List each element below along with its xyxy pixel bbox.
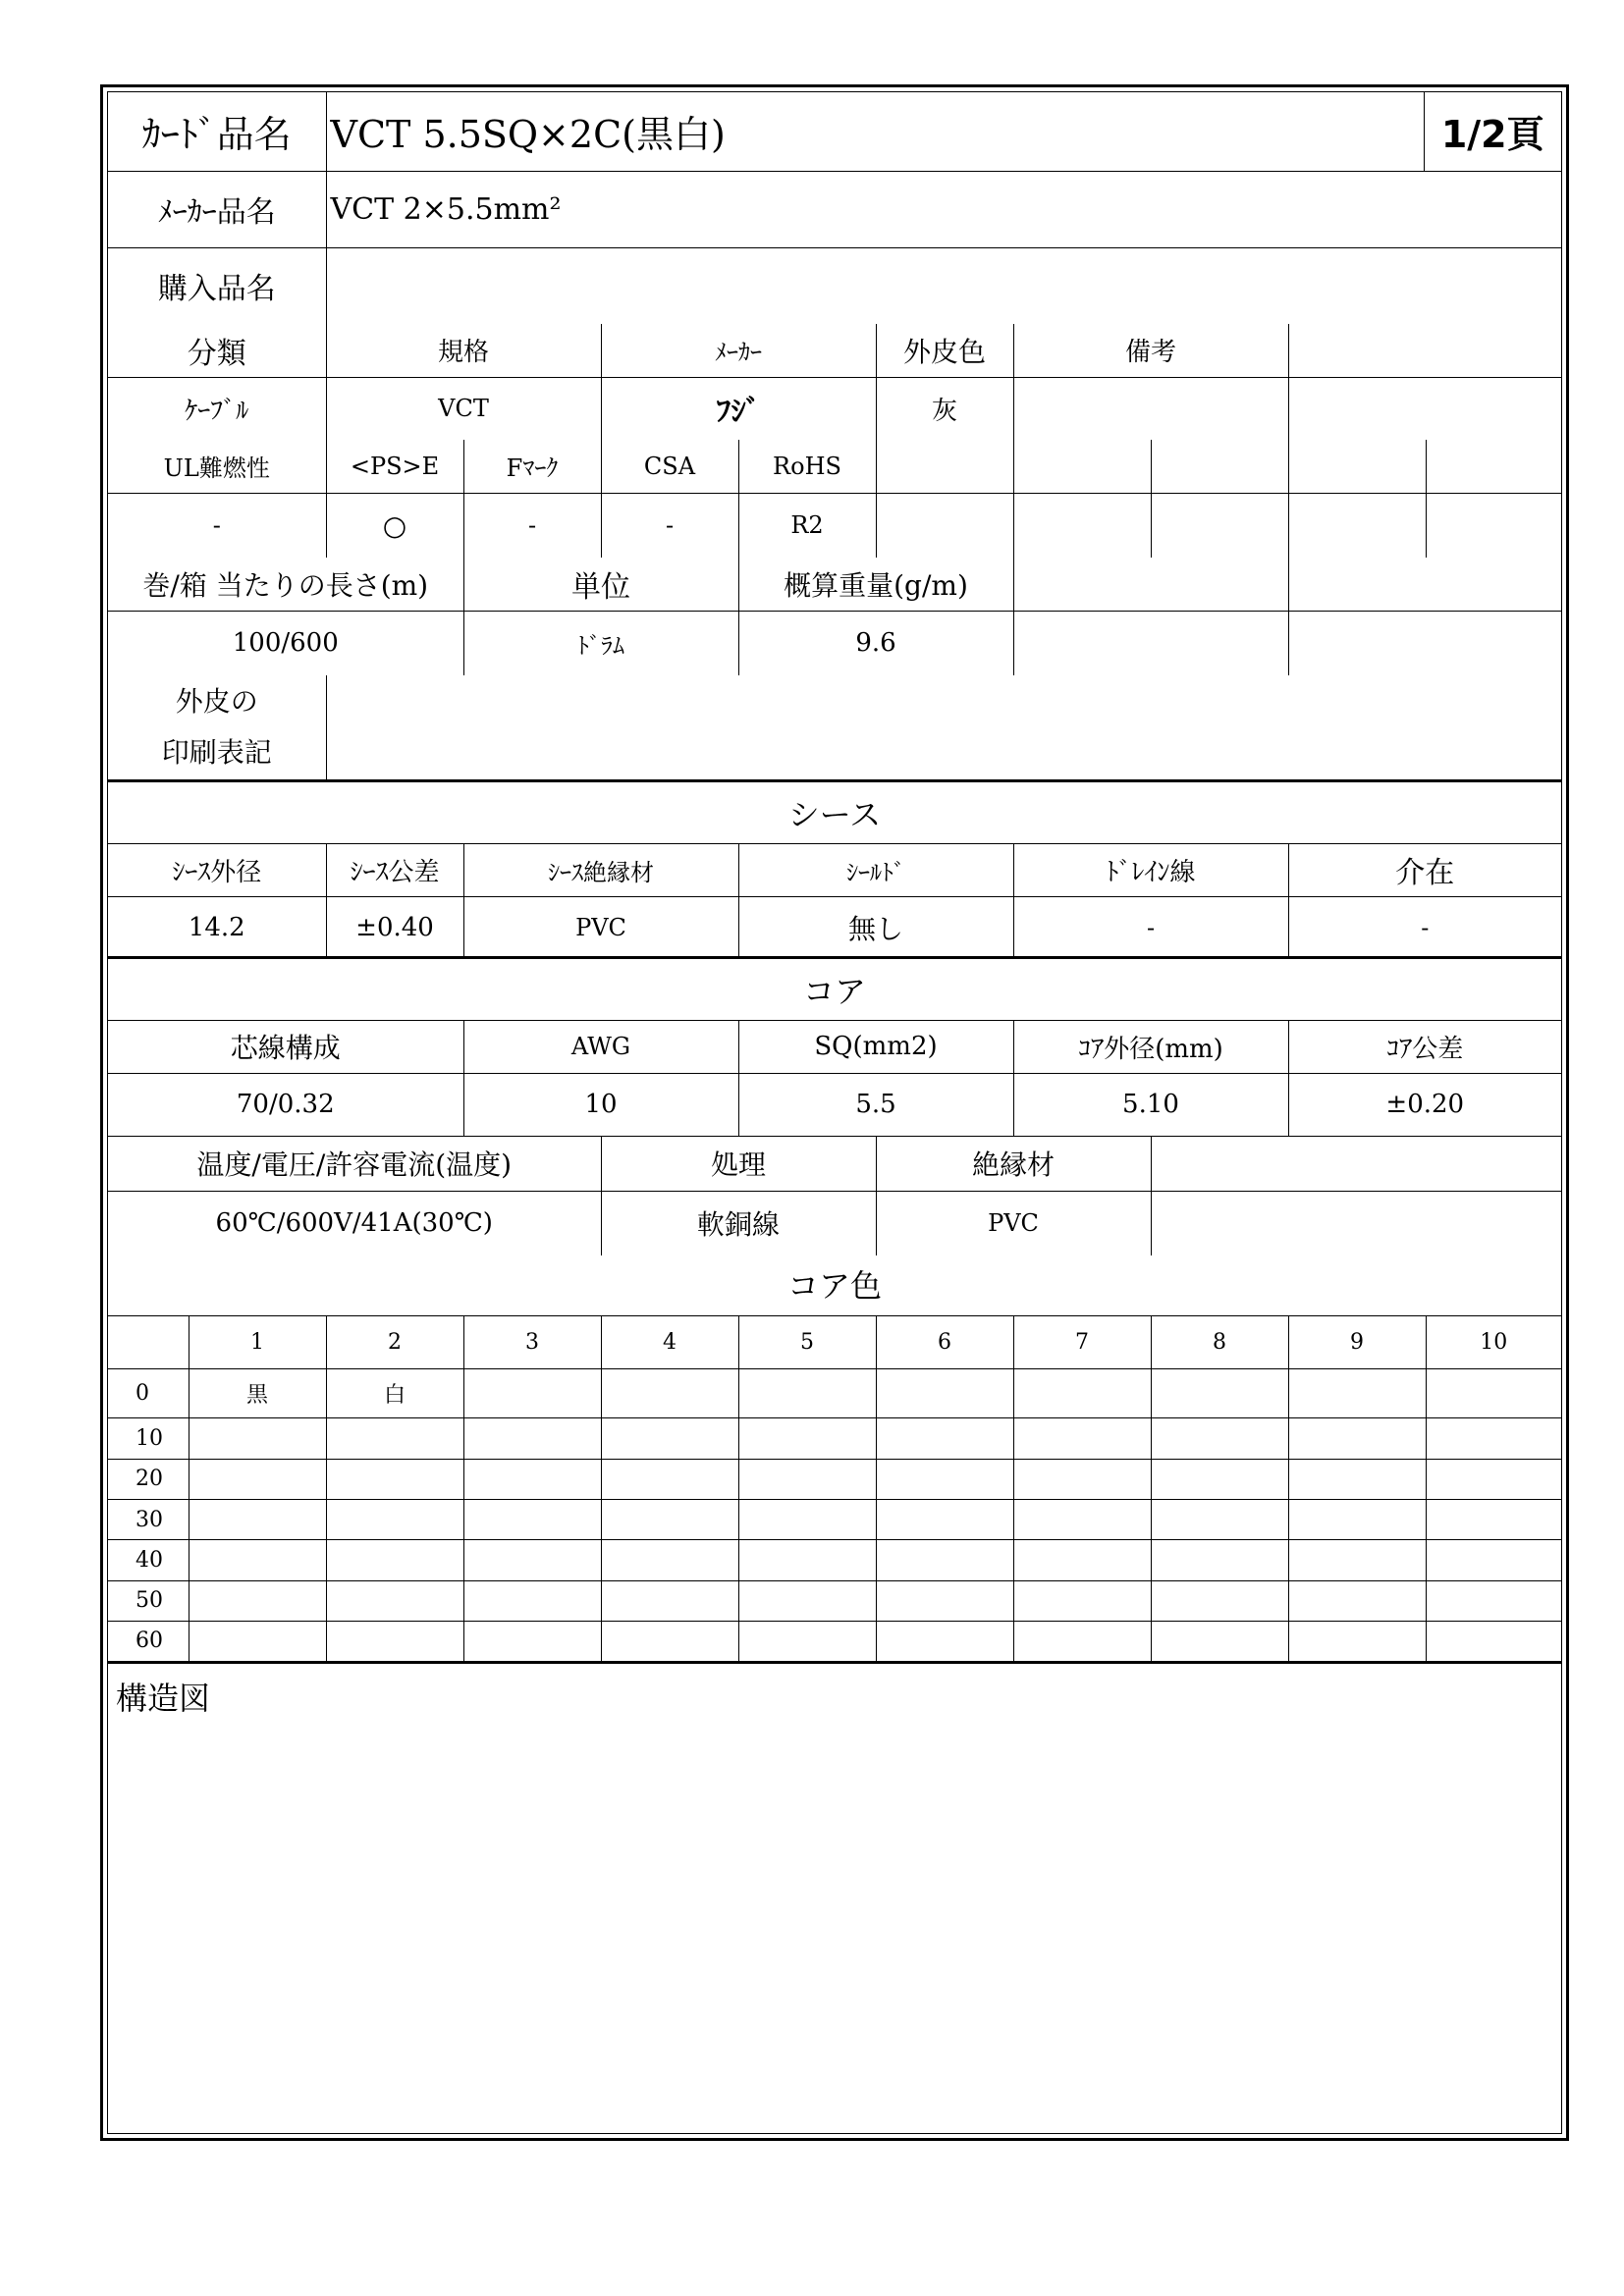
header-section (108, 92, 1561, 324)
core-color-cell (326, 1418, 463, 1459)
core-color-cell (1288, 1459, 1426, 1499)
core-color-cell (876, 1621, 1013, 1661)
awg-value: 10 (463, 1073, 738, 1136)
core-color-cell (1288, 1499, 1426, 1539)
ul-flame-header: UL難燃性 (108, 440, 326, 493)
core-color-cell (1426, 1540, 1561, 1580)
core-od-value: 5.10 (1013, 1073, 1288, 1136)
core-color-col-header: 2 (326, 1315, 463, 1368)
core-color-cell (1013, 1580, 1151, 1621)
core-color-row (108, 1580, 1561, 1621)
core-color-cell (189, 1621, 326, 1661)
cert-blank-header (1288, 440, 1426, 493)
core-section (108, 956, 1561, 1255)
core-color-cell (463, 1621, 601, 1661)
ul-flame-value: - (108, 493, 326, 558)
core-color-cell (1426, 1418, 1561, 1459)
core-blank-header (1151, 1136, 1561, 1191)
class-header: 分類 (108, 324, 326, 377)
core-color-cell (326, 1540, 463, 1580)
sheath-insulation-value: PVC (463, 896, 738, 959)
core-color-cell (876, 1459, 1013, 1499)
sheath-tolerance-value: ±0.40 (326, 896, 463, 959)
core-color-col-header: 8 (1151, 1315, 1288, 1368)
core-od-header: ｺｱ外径(mm) (1013, 1020, 1288, 1073)
core-color-row-label: 10 (108, 1418, 189, 1459)
cert-blank-value (1013, 493, 1151, 558)
core-color-cell (463, 1368, 601, 1418)
card-name-value: VCT 5.5SQ×2C(黒白) (326, 92, 1424, 171)
unit-header: 単位 (463, 558, 738, 611)
core-color-cell (738, 1621, 876, 1661)
insulation-value: PVC (876, 1191, 1151, 1255)
length-blank-value (1288, 611, 1561, 675)
strand-value: 70/0.32 (108, 1073, 463, 1136)
core-color-row-label: 20 (108, 1459, 189, 1499)
length-section (108, 558, 1561, 675)
core-color-col-header: 9 (1288, 1315, 1426, 1368)
weight-value: 9.6 (738, 611, 1013, 675)
purchase-name-value (326, 247, 1561, 324)
shield-value: 無し (738, 896, 1013, 959)
f-mark-header: Fﾏｰｸ (463, 440, 601, 493)
f-mark-value: - (463, 493, 601, 558)
remarks-value (1013, 377, 1288, 440)
print-label-line1: 外皮の (175, 685, 258, 718)
core-color-cell (189, 1580, 326, 1621)
core-color-cell (738, 1368, 876, 1418)
strand-header: 芯線構成 (108, 1020, 463, 1073)
core-color-cell (1288, 1621, 1426, 1661)
core-color-cell (189, 1499, 326, 1539)
core-color-cell: 黒 (189, 1368, 326, 1418)
sheath-tolerance-header: ｼｰｽ公差 (326, 843, 463, 896)
core-color-row-label: 30 (108, 1499, 189, 1539)
print-label-line2: 印刷表記 (161, 736, 272, 769)
core-color-cell (1426, 1621, 1561, 1661)
filler-value: - (1288, 896, 1561, 959)
core-color-row (108, 1418, 1561, 1459)
core-color-corner (108, 1315, 189, 1368)
structure-drawing-area (108, 1661, 1561, 2133)
length-value: 100/600 (108, 611, 463, 675)
core-color-cell (1426, 1499, 1561, 1539)
core-color-cell (463, 1459, 601, 1499)
shield-header: ｼｰﾙﾄﾞ (738, 843, 1013, 896)
core-color-row-label: 40 (108, 1540, 189, 1580)
sheath-color-header: 外皮色 (876, 324, 1013, 377)
core-color-cell (1151, 1499, 1288, 1539)
cert-blank-value (876, 493, 1013, 558)
remarks-header: 備考 (1013, 324, 1288, 377)
core-color-col-header: 7 (1013, 1315, 1151, 1368)
core-color-cell (463, 1580, 601, 1621)
maker-header: ﾒｰｶｰ (601, 324, 876, 377)
core-color-cell (1151, 1540, 1288, 1580)
core-color-cell (463, 1418, 601, 1459)
sq-header: SQ(mm2) (738, 1020, 1013, 1073)
maker-name-value: VCT 2×5.5mm² (326, 171, 1561, 247)
core-color-row (108, 1499, 1561, 1539)
purchase-name-label: 購入品名 (108, 247, 326, 324)
core-color-cell (876, 1499, 1013, 1539)
unit-value: ﾄﾞﾗﾑ (463, 611, 738, 675)
core-color-cell (189, 1418, 326, 1459)
structure-label: 構造図 (116, 1680, 211, 1717)
print-label (108, 675, 326, 779)
maker-value: ﾌｼﾞ (601, 377, 876, 440)
cert-blank-value (1151, 493, 1288, 558)
insulation-header: 絶縁材 (876, 1136, 1151, 1191)
core-color-cell (1013, 1499, 1151, 1539)
print-section (108, 675, 1561, 779)
card-name-label: ｶｰﾄﾞ品名 (108, 92, 326, 171)
core-color-cell (326, 1459, 463, 1499)
length-blank-value (1013, 611, 1288, 675)
core-color-cell (738, 1540, 876, 1580)
core-tolerance-header: ｺｱ公差 (1288, 1020, 1561, 1073)
length-blank-header (1288, 558, 1561, 611)
maker-name-label: ﾒｰｶｰ品名 (108, 171, 326, 247)
core-blank-value (1151, 1191, 1561, 1255)
core-color-col-header: 4 (601, 1315, 738, 1368)
core-color-row (108, 1540, 1561, 1580)
core-color-cell (1151, 1621, 1288, 1661)
filler-header: 介在 (1288, 843, 1561, 896)
cert-blank-header (1013, 440, 1151, 493)
core-color-cell (1426, 1580, 1561, 1621)
sheath-title: シース (108, 782, 1561, 843)
core-color-cell (189, 1540, 326, 1580)
sheath-section (108, 779, 1561, 959)
core-color-cell (601, 1621, 738, 1661)
core-color-section (108, 1253, 1561, 1661)
core-color-row (108, 1368, 1561, 1418)
core-color-cell (601, 1418, 738, 1459)
core-color-cell (738, 1459, 876, 1499)
sheath-od-value: 14.2 (108, 896, 326, 959)
certification-section (108, 440, 1561, 558)
core-color-cell (1151, 1418, 1288, 1459)
drain-wire-value: - (1013, 896, 1288, 959)
awg-header: AWG (463, 1020, 738, 1073)
cert-blank-header (1151, 440, 1288, 493)
pse-header: <PS>E (326, 440, 463, 493)
core-color-row-label: 50 (108, 1580, 189, 1621)
csa-value: - (601, 493, 738, 558)
pse-value: ○ (326, 493, 463, 558)
rohs-value: R2 (738, 493, 876, 558)
cert-blank-value (1288, 493, 1426, 558)
blank-header (1288, 324, 1561, 377)
sheath-color-value: 灰 (876, 377, 1013, 440)
core-color-cell (1288, 1540, 1426, 1580)
core-color-cell (1013, 1540, 1151, 1580)
core-color-cell (1013, 1368, 1151, 1418)
rating-header: 温度/電圧/許容電流(温度) (108, 1136, 601, 1191)
core-color-cell (1426, 1459, 1561, 1499)
core-color-row (108, 1459, 1561, 1499)
treatment-value: 軟銅線 (601, 1191, 876, 1255)
core-color-cell (1013, 1459, 1151, 1499)
cert-blank-value (1426, 493, 1561, 558)
core-color-cell (1013, 1418, 1151, 1459)
core-color-cell (601, 1580, 738, 1621)
rating-value: 60℃/600V/41A(30℃) (108, 1191, 601, 1255)
core-color-cell (326, 1580, 463, 1621)
cert-blank-header (1426, 440, 1561, 493)
core-color-row (108, 1621, 1561, 1661)
core-color-cell (1426, 1368, 1561, 1418)
core-color-col-header: 5 (738, 1315, 876, 1368)
core-color-cell (1151, 1368, 1288, 1418)
core-tolerance-value: ±0.20 (1288, 1073, 1561, 1136)
core-color-col-header: 1 (189, 1315, 326, 1368)
core-color-cell (738, 1418, 876, 1459)
length-header: 巻/箱 当たりの長さ(m) (108, 558, 463, 611)
blank-value (1288, 377, 1561, 440)
treatment-header: 処理 (601, 1136, 876, 1191)
core-color-cell (1288, 1368, 1426, 1418)
core-color-col-header: 10 (1426, 1315, 1561, 1368)
core-color-cell (1288, 1418, 1426, 1459)
page-number: 1/2頁 (1424, 92, 1561, 171)
core-color-cell (601, 1499, 738, 1539)
sheath-insulation-header: ｼｰｽ絶縁材 (463, 843, 738, 896)
core-color-cell (876, 1368, 1013, 1418)
core-color-cell (1151, 1459, 1288, 1499)
core-color-cell: 白 (326, 1368, 463, 1418)
sq-value: 5.5 (738, 1073, 1013, 1136)
rohs-header: RoHS (738, 440, 876, 493)
csa-header: CSA (601, 440, 738, 493)
drain-wire-header: ﾄﾞﾚｲﾝ線 (1013, 843, 1288, 896)
core-color-col-header: 3 (463, 1315, 601, 1368)
cert-blank-header (876, 440, 1013, 493)
core-color-cell (738, 1499, 876, 1539)
print-value (326, 675, 1561, 779)
core-color-row-label: 0 (108, 1368, 189, 1418)
standard-value: VCT (326, 377, 601, 440)
core-color-cell (326, 1621, 463, 1661)
standard-header: 規格 (326, 324, 601, 377)
core-color-title: コア色 (108, 1253, 1561, 1315)
class-value: ｹｰﾌﾞﾙ (108, 377, 326, 440)
weight-header: 概算重量(g/m) (738, 558, 1013, 611)
core-title: コア (108, 959, 1561, 1020)
core-color-cell (189, 1459, 326, 1499)
core-color-cell (1288, 1580, 1426, 1621)
spec-card-inner (107, 91, 1562, 2134)
core-color-cell (463, 1499, 601, 1539)
length-blank-header (1013, 558, 1288, 611)
core-color-col-header: 6 (876, 1315, 1013, 1368)
core-color-cell (1151, 1580, 1288, 1621)
core-color-cell (876, 1580, 1013, 1621)
core-color-cell (601, 1540, 738, 1580)
core-color-cell (876, 1540, 1013, 1580)
spec-card-form (100, 84, 1569, 2141)
core-color-cell (463, 1540, 601, 1580)
core-color-cell (738, 1580, 876, 1621)
core-color-row-label: 60 (108, 1621, 189, 1661)
sheath-od-header: ｼｰｽ外径 (108, 843, 326, 896)
core-color-cell (601, 1459, 738, 1499)
core-color-cell (326, 1499, 463, 1539)
core-color-cell (1013, 1621, 1151, 1661)
core-color-cell (876, 1418, 1013, 1459)
core-color-cell (601, 1368, 738, 1418)
classification-section (108, 324, 1561, 440)
